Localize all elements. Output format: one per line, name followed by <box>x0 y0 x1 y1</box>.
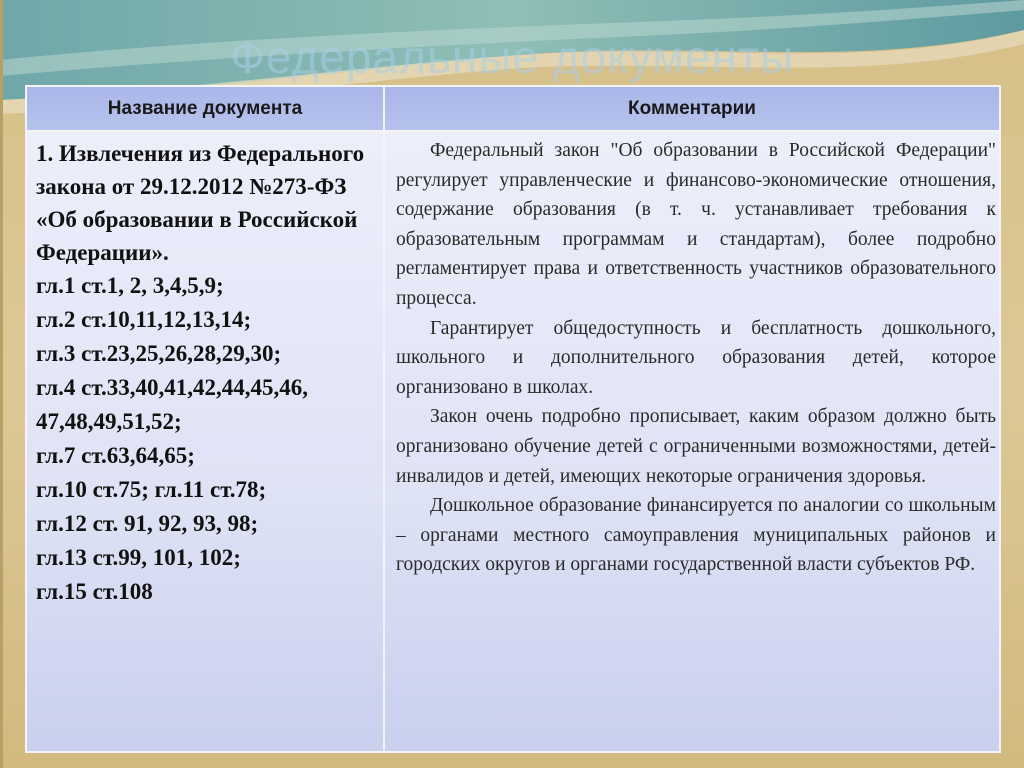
comment-paragraph: Федеральный закон "Об образовании в Российской Федерации" регулирует управленческие и финансово-экономические отношения, содержание образования (в т. ч. устанавливает требования к образовательным программам и стандартам), более подробно регламентирует права и ответственность участников образовательного процесса. <box>396 140 996 309</box>
comment-paragraph: Закон очень подробно прописывает, каким образом должно быть организовано обучение детей с ограниченными возможностями, детей-инвалидов и детей, имеющих некоторые ограничения здоровья. <box>396 406 996 487</box>
chapter-reference: гл.4 ст.33,40,41,42,44,45,46, 47,48,49,51,52; <box>36 375 308 434</box>
chapter-reference: гл.13 ст.99, 101, 102; <box>36 545 241 570</box>
chapter-reference: гл.12 ст. 91, 92, 93, 98; <box>36 511 259 536</box>
header-divider <box>27 130 999 132</box>
comments-cell <box>396 136 996 580</box>
chapter-reference: гл.15 ст.108 <box>36 579 153 604</box>
comment-paragraph: Дошкольное образование финансируется по аналогии со школьным – органами местного самоуправления муниципальных районов и городских округов и органами государственной власти субъектов РФ. <box>396 495 996 576</box>
chapter-reference: гл.3 ст.23,25,26,28,29,30; <box>36 341 282 366</box>
document-cell <box>36 137 380 609</box>
chapter-reference: гл.10 ст.75; гл.11 ст.78; <box>36 477 267 502</box>
chapter-reference: гл.7 ст.63,64,65; <box>36 443 195 468</box>
document-title: 1. Извлечения из Федерального закона от 29.12.2012 №273-ФЗ «Об образовании в Российской Федерации». <box>36 141 365 265</box>
column-header-comments: Комментарии <box>385 87 999 130</box>
chapter-reference: гл.2 ст.10,11,12,13,14; <box>36 307 252 332</box>
column-header-document-name: Название документа <box>27 87 385 130</box>
comment-paragraph: Гарантирует общедоступность и бесплатность дошкольного, школьного и дополнительного образования детей, которое организовано в школах. <box>396 317 996 398</box>
documents-table <box>25 85 1001 753</box>
slide-title: Федеральные документы <box>229 31 795 83</box>
column-divider <box>383 87 385 751</box>
chapter-reference: гл.1 ст.1, 2, 3,4,5,9; <box>36 273 224 298</box>
